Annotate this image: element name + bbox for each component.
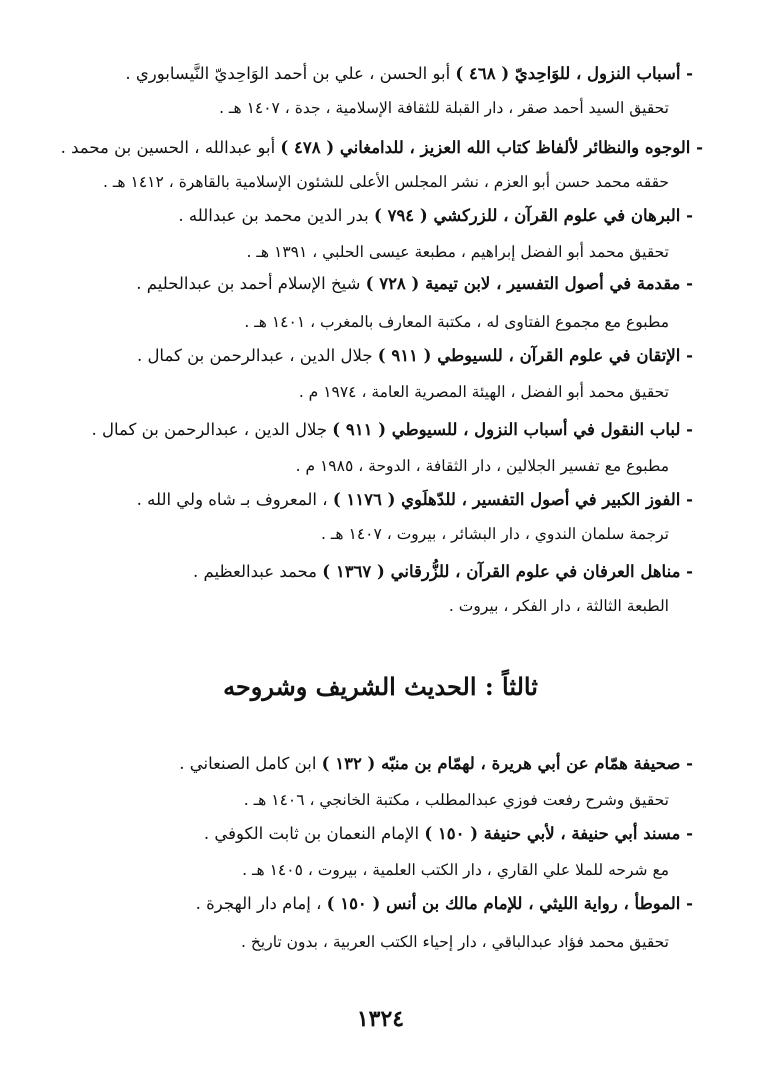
bibliography-entry [61,136,703,160]
entry-author: محمد عبدالعظيم . [193,562,323,581]
bibliography-entry [196,892,693,916]
entry-dash: - [680,490,693,509]
entry-author: ابن كامل الصنعاني . [179,754,322,773]
entry-dash: - [680,420,693,439]
entry-dash: - [680,562,693,581]
entry-author: ، إمام دار الهجرة . [195,894,327,913]
entry-publication-note: مطبوع مع تفسير الجلالين ، دار الثقافة ، الدوحة ، ١٩٨٥ م . [295,457,669,475]
entry-publication-note: تحقيق محمد فؤاد عبدالباقي ، دار إحياء الكتب العربية ، بدون تاريخ . [241,933,669,951]
entry-publication-note: تحقيق وشرح رفعت فوزي عبدالمطلب ، مكتبة الخانجي ، ١٤٠٦ هـ . [243,791,669,809]
bibliography-entry [136,272,693,296]
bibliography-entry [193,560,693,584]
page-number: ١٣٢٤ [356,1006,405,1032]
bibliography-entry [137,344,693,368]
entry-publication-note: ترجمة سلمان الندوي ، دار البشائر ، بيروت ، ١٤٠٧ هـ . [321,525,669,543]
bibliography-entry [91,418,693,442]
entry-title: مسند أبي حنيفة ، لأبي حنيفة ( ١٥٠ ) [424,824,681,843]
entry-dash: - [680,274,693,293]
entry-publication-note: مع شرحه للملا علي القاري ، دار الكتب العلمية ، بيروت ، ١٤٠٥ هـ . [242,861,669,879]
entry-publication-note: مطبوع مع مجموع الفتاوى له ، مكتبة المعارف بالمغرب ، ١٤٠١ هـ . [244,313,669,331]
entry-author: أبو الحسن ، علي بن أحمد الوَاحِديّ النَّيسابوري . [125,64,456,83]
entry-author: الإمام النعمان بن ثابت الكوفي . [203,824,425,843]
entry-title: صحيفة همّام عن أبي هريرة ، لهمّام بن منبّه ( ١٣٢ ) [321,754,681,773]
entry-dash: - [690,138,703,157]
entry-author: ، المعروف بـ شاه ولي الله . [136,490,333,509]
entry-author: أبو عبدالله ، الحسين بن محمد . [60,138,281,157]
entry-title: لباب النقول في أسباب النزول ، للسيوطي ( ٩١١ ) [332,420,681,439]
entry-title: الوجوه والنظائر لألفاظ كتاب الله العزيز ، للدامغاني ( ٤٧٨ ) [280,138,691,157]
entry-dash: - [680,206,693,225]
entry-title: مقدمة في أصول التفسير ، لابن تيمية ( ٧٢٨ ) [365,274,681,293]
bibliography-entry [179,752,693,776]
entry-publication-note: تحقيق السيد أحمد صقر ، دار القبلة للثقافة الإسلامية ، جدة ، ١٤٠٧ هـ . [219,99,669,117]
entry-dash: - [680,346,693,365]
bibliography-entry [137,488,693,512]
entry-title: أسباب النزول ، للوَاحِديّ ( ٤٦٨ ) [455,64,681,83]
entry-dash: - [680,64,693,83]
entry-dash: - [680,824,693,843]
bibliography-entry [204,822,693,846]
entry-title: الموطأ ، رواية الليثي ، للإمام مالك بن أنس ( ١٥٠ ) [326,894,681,913]
entry-title: الإتقان في علوم القرآن ، للسيوطي ( ٩١١ ) [377,346,681,365]
entry-author: جلال الدين ، عبدالرحمن بن كمال . [91,420,333,439]
section-heading: ثالثاً : الحديث الشريف وشروحه [223,672,538,701]
bibliography-entry [178,204,693,228]
entry-title: الفوز الكبير في أصول التفسير ، للدّهلَوي ( ١١٧٦ ) [332,490,681,509]
entry-publication-note: الطبعة الثالثة ، دار الفكر ، بيروت . [448,597,669,615]
entry-author: بدر الدين محمد بن عبدالله . [178,206,375,225]
entry-dash: - [680,894,693,913]
entry-publication-note: تحقيق محمد أبو الفضل إبراهيم ، مطبعة عيسى الحلبي ، ١٣٩١ هـ . [246,243,669,261]
entry-publication-note: تحقيق محمد أبو الفضل ، الهيئة المصرية العامة ، ١٩٧٤ م . [298,383,669,401]
entry-title: البرهان في علوم القرآن ، للزركشي ( ٧٩٤ ) [374,206,681,225]
entry-author: جلال الدين ، عبدالرحمن بن كمال . [136,346,378,365]
entry-author: شيخ الإسلام أحمد بن عبدالحليم . [136,274,366,293]
entry-title: مناهل العرفان في علوم القرآن ، للزُّرقاني ( ١٣٦٧ ) [322,562,681,581]
bibliography-entry [125,62,693,86]
entry-publication-note: حققه محمد حسن أبو العزم ، نشر المجلس الأعلى للشئون الإسلامية بالقاهرة ، ١٤١٢ هـ . [103,173,669,191]
entry-dash: - [680,754,693,773]
